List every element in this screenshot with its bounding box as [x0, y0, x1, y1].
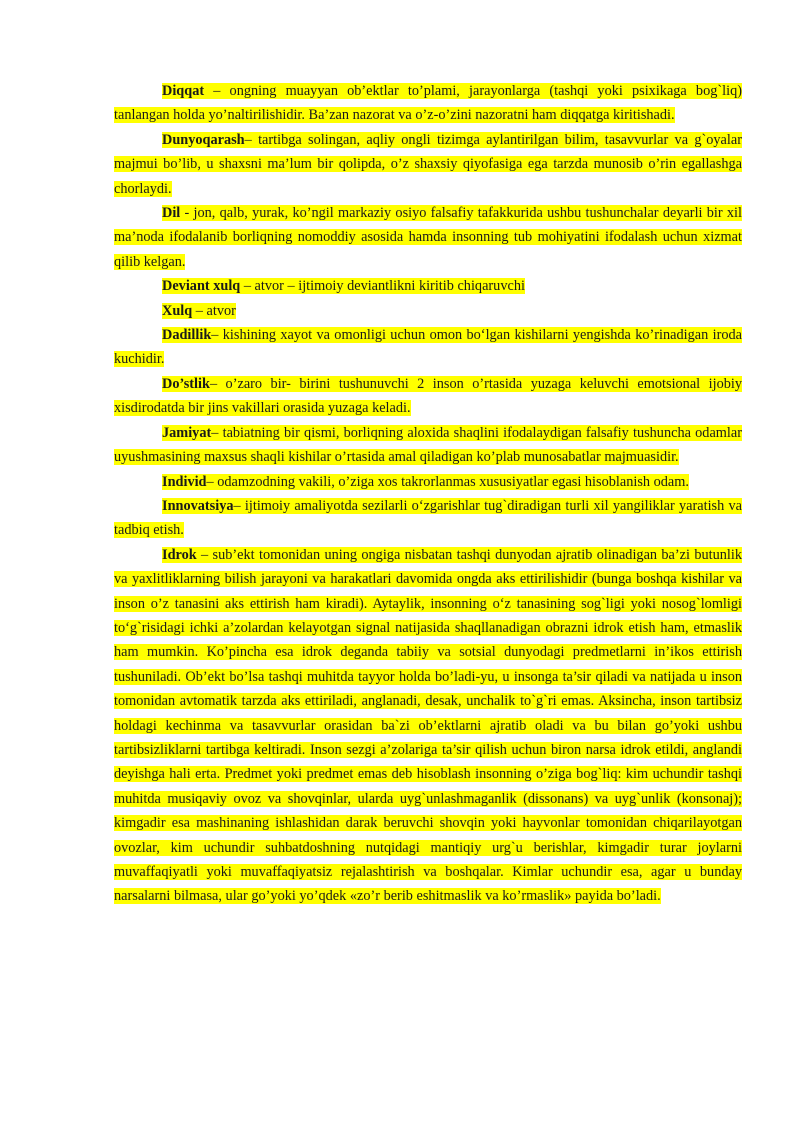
entry-definition: – odamzodning vakili, o’ziga xos takrorlanmas xususiyatlar egasi hisoblanish odam. — [206, 473, 689, 490]
entry-dil — [114, 201, 742, 274]
entry-definition: – o’zaro bir- birini tushunuvchi 2 inson o’rtasida yuzaga keluvchi emotsional ijobiy xisdirodatda bir jins vakillari orasida yuzaga keladi. — [114, 375, 742, 417]
entry-term: Deviant xulq — [162, 278, 241, 295]
entry-term: Individ — [162, 473, 207, 490]
entry-term: Innovatsiya — [162, 497, 234, 514]
entry-definition: – ongning muayyan ob’ektlar to’plami, jarayonlarga (tashqi yoki psixikaga bog`liq) tanlangan holda yo’naltirilishidir. Ba’zan nazorat va o’z-o’zini nazoratni ham diqqatga kiritishadi. — [114, 83, 742, 124]
entry-definition: – sub’ekt tomonidan uning ongiga nisbatan tashqi dunyodan ajratib olinadigan ba’zi butunlik va yaxlitliklarning bilish jarayoni va harakatlari davomida ongda aks ettirilishidir (bunga boshqa kishilar va inson o’z tanasini aks ettirish ham kiradi). Aytaylik, insonning o‘z tanasining sog`ligi yoki nosog`lomligi to‘g`risidagi ichki a’zolardan kelayotgan signal natijasida shaqllanadigan obrazni idrok etish ham, etmaslik ham mumkin. Ko’pincha esa idrok deganda tabiiy va sotsial dunyodagi predmetlarni in’ikos ettirish tushuniladi. Ob’ekt bo’lsa tashqi muhitda tayyor holda bo’ladi-yu, u insonga ta’sir qiladi va natijada u inson tomonidan avtomatik tarzda aks ettiriladi, anglanadi, desak, unchalik to`g`ri emas. Aksincha, inson tartibsiz holdagi kechinma va tasavvurlar orasidan ba`zi ob’ektlarni ajratib oladi va bu bilan go’yoki ushbu tartibsizliklarni tartibga keltiradi. Inson sezgi a’zolariga ta’sir qilish uchun biron narsa idrok etildi, anglandi deyishga hali erta. Predmet yoki predmet emas deb hisoblash insonning o’ziga bog`liq: kim uchundir tashqi muhitda musiqaviy ovoz va shovqinlar, ularda uyg`unlashmaganlik (dissonans) va uyg`unlik (konsonaj); kimgadir esa mashinaning ishlashidan darak beruvchi shovqin yoki hayvonlar tomonidan chiqarilayotgan ovozlar, kim uchundir suhbatdoshning nutqidagi mantiqiy urg`u berishlar, kimgadir turar joylarni muvaffaqiyatli yoki muvaffaqiyatsiz rejalashtirish va boshqalar. Kimlar uchundir esa, agar u bunday narsalarni bilmasa, ular go’yoki yo’qdek «zo’r berib eshitmaslik va ko’rmaslik» payida bo’ladi. — [114, 546, 742, 905]
entry-innovatsiya — [114, 494, 742, 543]
entry-term: Dadillik — [162, 327, 212, 344]
entry-individ — [114, 470, 742, 494]
entry-definition: – tartibga solingan, aqliy ongli tizimga aylantirilgan bilim, tasavvurlar va g`oyalar majmui bo’lib, u shaxsni ma’lum bir qolipda, o’z shaxsiy qiyofasiga ega tarzda munosib o’rin egallashga chorlaydi. — [114, 131, 742, 197]
entry-term: Idrok — [162, 546, 197, 563]
entry-xulq — [114, 299, 742, 323]
entry-definition: – tabiatning bir qismi, borliqning aloxida shaqlini ifodalaydigan falsafiy tushuncha odamlar uyushmasining maxsus shaqli kishilar o’rtasida amal qiladigan ko’plab munosabatlar majmuasidir. — [114, 424, 742, 466]
entry-idrok — [114, 543, 742, 909]
entry-dostlik — [114, 372, 742, 421]
entry-term: Do’stlik — [162, 375, 210, 392]
entry-definition: – ijtimoiy amaliyotda sezilarli o‘zgarishlar tug`diradigan turli xil yangiliklar yaratish va tadbiq etish. — [114, 497, 742, 539]
entry-definition: – atvor – ijtimoiy deviantlikni kiritib chiqaruvchi — [240, 278, 525, 295]
document-body — [114, 79, 742, 909]
entry-definition: – atvor — [192, 302, 236, 319]
entry-dadillik — [114, 323, 742, 372]
entry-term: Jamiyat — [162, 424, 212, 441]
entry-diqqat — [114, 79, 742, 128]
entry-term: Diqqat — [162, 83, 205, 99]
entry-definition: – kishining xayot va omonligi uchun omon bo‘lgan kishilarni yengishda ko’rinadigan iroda kuchidir. — [114, 327, 742, 368]
entry-dunyoqarash — [114, 128, 742, 201]
entry-jamiyat — [114, 421, 742, 470]
entry-term: Xulq — [162, 302, 193, 319]
entry-term: Dunyoqarash — [162, 131, 245, 148]
entry-definition: - jon, qalb, yurak, ko’ngil markaziy osiyo falsafiy tafakkurida ushbu tushunchalar deyarli bir xil ma’noda ifodalanib borliqning nomoddiy asosida hamda insonning tub mohiyatini ifodalash uchun xizmat qilib kelgan. — [114, 205, 742, 270]
entry-term: Dil — [162, 205, 181, 222]
entry-deviant-xulq — [114, 274, 742, 298]
